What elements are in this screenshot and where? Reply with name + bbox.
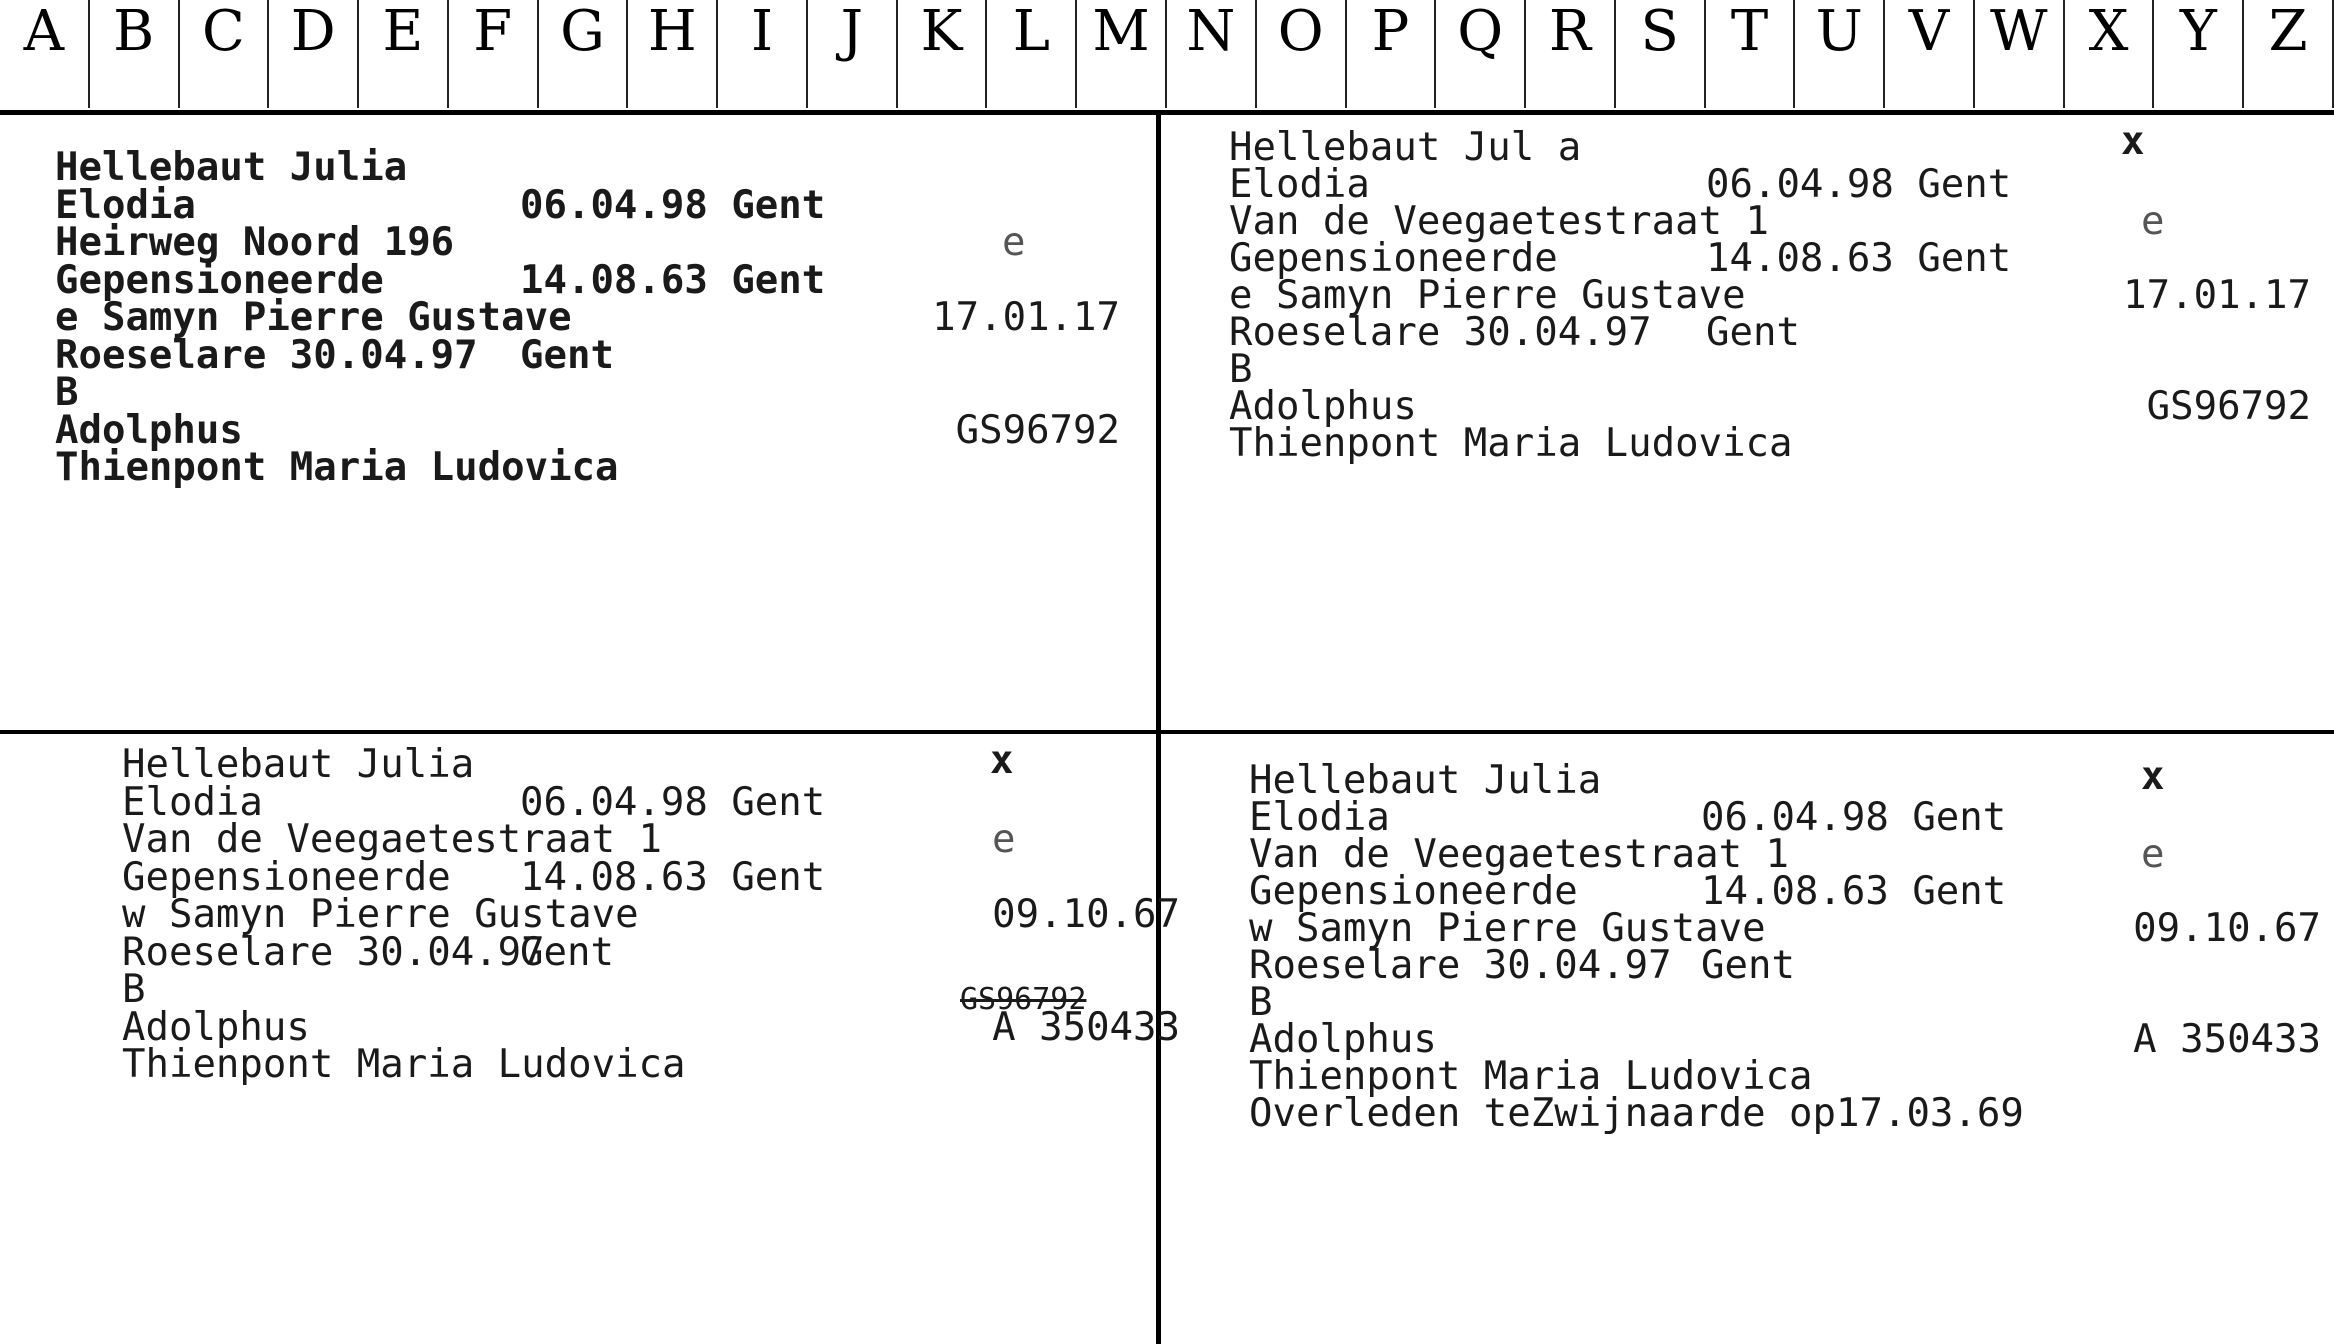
index-letter-label: G xyxy=(560,0,605,64)
record-card-bottom-right xyxy=(1161,734,2334,1344)
card-line-number: 09.10.67 xyxy=(2133,906,2321,951)
index-letter-t xyxy=(1706,0,1796,108)
card-line: Hellebaut Julia xyxy=(122,742,475,787)
index-letter-p xyxy=(1347,0,1437,108)
card-line: Gepensioneerde xyxy=(1229,236,1558,281)
card-line: B xyxy=(1229,347,1253,392)
card-line: Elodia xyxy=(1229,162,1370,207)
card-line: Gepensioneerde xyxy=(1249,869,1578,914)
index-letter-label: B xyxy=(113,0,155,64)
card-line-date: 14.08.63 Gent xyxy=(520,854,826,900)
card-line-mark: e xyxy=(2141,832,2165,877)
index-letter-label: S xyxy=(1640,0,1679,64)
card-line-date: Gent xyxy=(1701,943,1795,988)
card-line: Thienpont Maria Ludovica xyxy=(1249,1054,1813,1099)
index-letter-label: P xyxy=(1371,0,1410,64)
card-line-number: GS96792 xyxy=(955,407,1120,453)
card-line-date: 06.04.98 Gent xyxy=(520,182,826,228)
card-line-date: 06.04.98 Gent xyxy=(1706,162,2012,207)
card-line: Roeselare 30.04.97 xyxy=(1229,310,1652,355)
index-letter-label: T xyxy=(1730,0,1769,64)
card-line: Elodia xyxy=(1249,795,1390,840)
card-line-mark: e xyxy=(992,817,1016,862)
card-line-date: 14.08.63 Gent xyxy=(1706,236,2012,281)
index-letter-s xyxy=(1616,0,1706,108)
card-line-date: Gent xyxy=(520,332,614,378)
card-line-date: Gent xyxy=(520,929,614,975)
card-line: Roeselare 30.04.97 xyxy=(55,332,478,378)
index-letter-label: Z xyxy=(2268,0,2308,64)
card-line: Van de Veegaetestraat 1 xyxy=(122,817,663,862)
index-letter-label: E xyxy=(382,0,424,64)
card-line-number: 17.01.17 xyxy=(2123,273,2311,318)
card-line: w Samyn Pierre Gustave xyxy=(1249,906,1766,951)
card-check-mark: x xyxy=(2141,754,2165,799)
card-line-number: A 350433 xyxy=(992,1004,1180,1050)
index-letter-g xyxy=(539,0,629,108)
index-letter-label: M xyxy=(1092,0,1150,64)
card-line: Van de Veegaetestraat 1 xyxy=(1249,832,1790,877)
index-letter-e xyxy=(359,0,449,108)
index-letter-label: C xyxy=(201,0,245,64)
card-line: B xyxy=(55,370,79,415)
index-letter-f xyxy=(449,0,539,108)
index-letter-label: D xyxy=(290,0,336,64)
card-line: Thienpont Maria Ludovica xyxy=(1229,421,1793,466)
card-line-date: 14.08.63 Gent xyxy=(1701,869,2007,914)
card-line-number: 17.01.17 xyxy=(932,295,1120,340)
card-line: Roeselare 30.04.97 xyxy=(1249,943,1672,988)
index-letter-y xyxy=(2154,0,2244,108)
index-letter-label: N xyxy=(1186,0,1236,64)
card-line: Hellebaut Julia xyxy=(55,145,408,190)
index-letter-label: Y xyxy=(2179,0,2217,64)
card-line: Gepensioneerde xyxy=(55,257,384,303)
index-letter-r xyxy=(1526,0,1616,108)
index-letter-a xyxy=(0,0,90,108)
card-line: Gepensioneerde xyxy=(122,854,451,900)
card-line: w Samyn Pierre Gustave xyxy=(122,892,639,937)
index-letter-label: W xyxy=(1990,0,2048,64)
card-line: Hellebaut Julia xyxy=(1249,758,1602,803)
card-line: Adolphus xyxy=(1249,1017,1437,1062)
index-letter-label: O xyxy=(1277,0,1324,64)
card-line: B xyxy=(1249,980,1273,1025)
card-line-date: 06.04.98 Gent xyxy=(1701,795,2007,840)
card-check-mark: x xyxy=(990,738,1014,783)
card-line: e Samyn Pierre Gustave xyxy=(1229,273,1746,318)
index-letter-n xyxy=(1167,0,1257,108)
card-line: Van de Veegaetestraat 1 xyxy=(1229,199,1770,244)
card-line-mark: e xyxy=(2141,199,2165,244)
record-card-bottom-left xyxy=(0,734,1180,1344)
index-letter-z xyxy=(2244,0,2334,108)
record-card-top-right xyxy=(1161,115,2334,730)
index-letter-label: J xyxy=(840,0,864,64)
card-line: Heirweg Noord 196 xyxy=(55,220,455,265)
card-line-date: 14.08.63 Gent xyxy=(520,257,826,303)
index-letter-k xyxy=(898,0,988,108)
card-line-mark: e xyxy=(1002,220,1026,265)
card-struck-number: GS96792 xyxy=(960,981,1087,1017)
card-line: Adolphus xyxy=(1229,384,1417,429)
index-letter-d xyxy=(269,0,359,108)
index-letter-u xyxy=(1795,0,1885,108)
card-line: Elodia xyxy=(55,182,196,228)
index-letter-label: F xyxy=(473,0,513,64)
index-letter-label: A xyxy=(23,0,65,64)
index-letter-l xyxy=(987,0,1077,108)
card-line: Hellebaut Jul a xyxy=(1229,125,1582,170)
index-letter-q xyxy=(1436,0,1526,108)
index-letter-label: X xyxy=(2088,0,2129,64)
card-line: B xyxy=(122,967,146,1012)
index-letter-m xyxy=(1077,0,1167,108)
card-line-number: A 350433 xyxy=(2133,1017,2321,1062)
index-letter-o xyxy=(1257,0,1347,108)
card-line-date: 06.04.98 Gent xyxy=(520,779,826,825)
index-letter-label: H xyxy=(647,0,697,64)
card-line-number: GS96792 xyxy=(2146,384,2311,429)
index-letter-b xyxy=(90,0,180,108)
card-line: Roeselare 30.04.97 xyxy=(122,929,545,975)
card-line: Adolphus xyxy=(122,1004,310,1050)
card-check-mark: x xyxy=(2121,119,2145,164)
index-letter-c xyxy=(180,0,270,108)
card-line: Thienpont Maria Ludovica xyxy=(122,1042,686,1087)
index-letter-j xyxy=(808,0,898,108)
index-letter-label: K xyxy=(920,0,963,64)
alphabet-index-strip xyxy=(0,0,2334,115)
index-letter-label: Q xyxy=(1457,0,1504,64)
index-letter-label: U xyxy=(1815,0,1863,64)
card-line: e Samyn Pierre Gustave xyxy=(55,295,572,340)
index-letter-label: R xyxy=(1548,0,1592,64)
card-line: Elodia xyxy=(122,779,263,825)
card-line-date: Gent xyxy=(1706,310,1800,355)
card-line-number: 09.10.67 xyxy=(992,892,1180,937)
index-letter-v xyxy=(1885,0,1975,108)
index-letter-i xyxy=(718,0,808,108)
card-line: Thienpont Maria Ludovica xyxy=(55,445,619,490)
card-line: Adolphus xyxy=(55,407,243,453)
index-letter-x xyxy=(2065,0,2155,108)
index-letter-label: L xyxy=(1012,0,1050,64)
record-card-top-left xyxy=(0,115,1156,730)
index-letter-w xyxy=(1975,0,2065,108)
index-letter-label: I xyxy=(750,0,774,64)
card-line: Overleden teZwijnaarde op17.03.69 xyxy=(1249,1091,2024,1136)
index-letter-label: V xyxy=(1908,0,1950,64)
index-letter-h xyxy=(628,0,718,108)
